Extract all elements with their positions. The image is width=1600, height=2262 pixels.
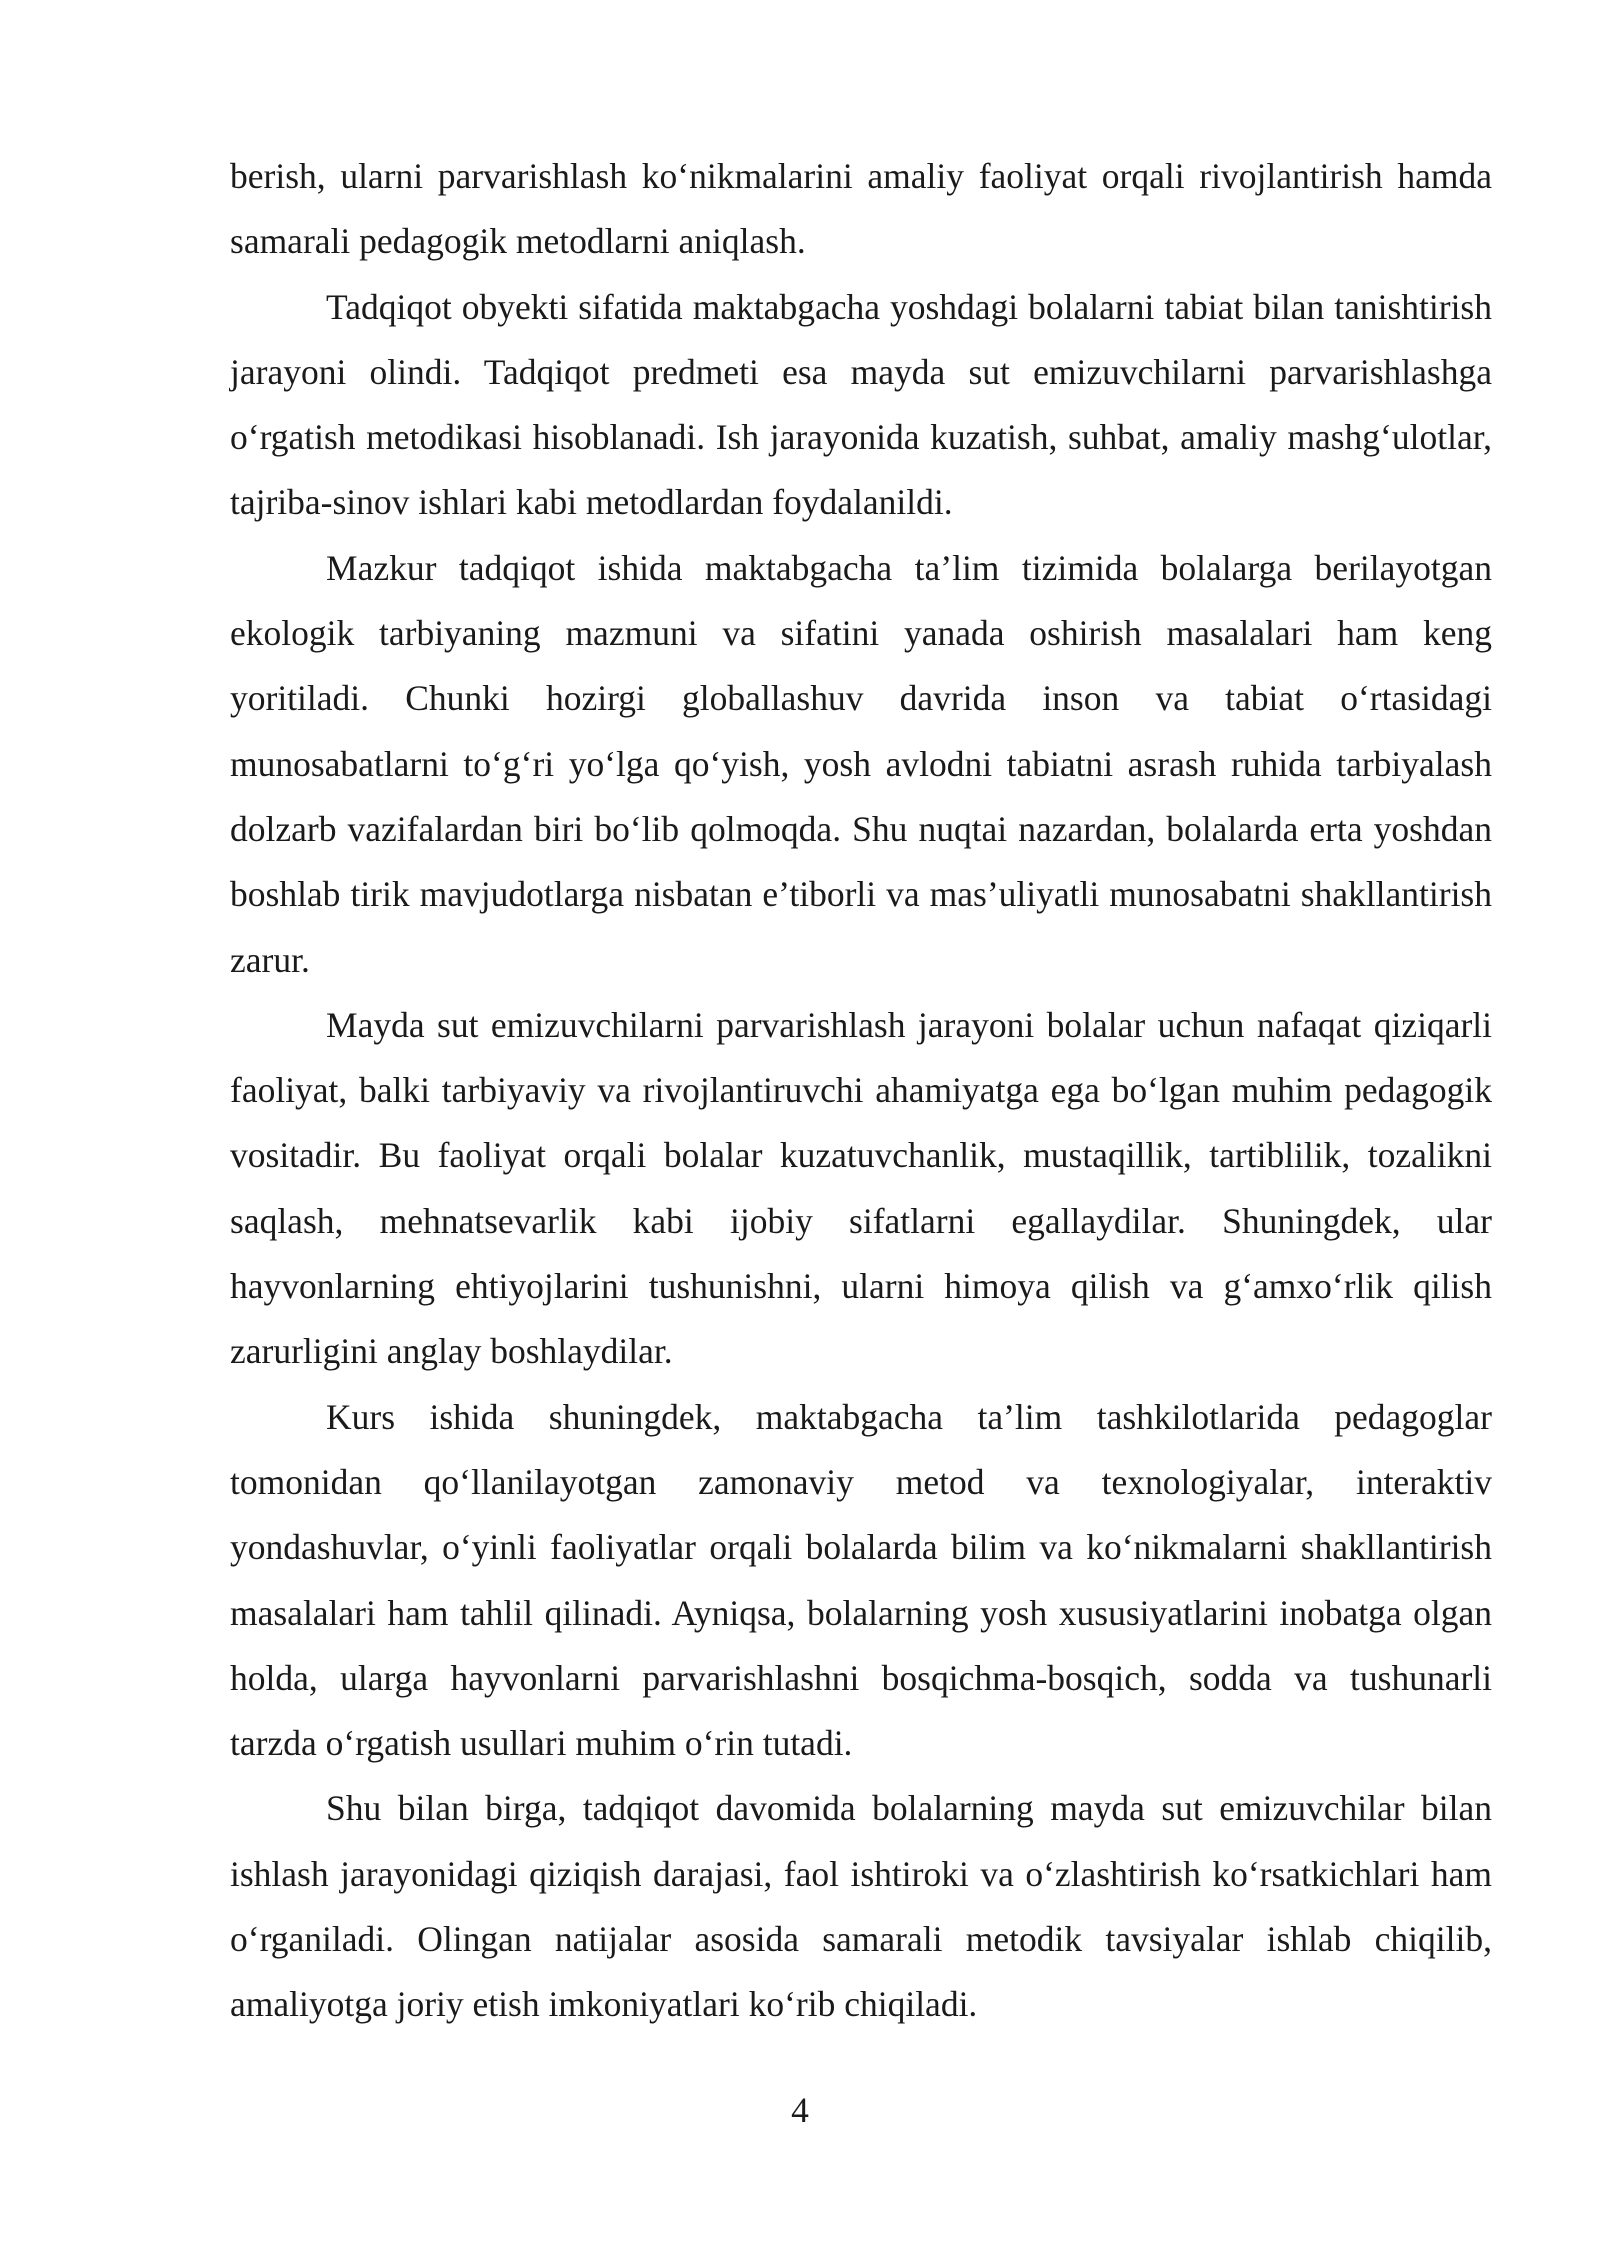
- paragraph-results: Shu bilan birga, tadqiqot davomida bolalarning mayda sut emizuvchilar bilan ishlash jarayonidagi qiziqish darajasi, faol ishtiroki va o‘zlashtirish ko‘rsatkichlari ham o‘rganiladi. Olingan natijalar asosida samarali metodik tavsiyalar ishlab chiqilib, amaliyotga joriy etish imkoniyatlari ko‘rib chiqiladi.: [230, 1788, 1492, 2025]
- paragraph-ecological-upbringing: Mazkur tadqiqot ishida maktabgacha ta’lim tizimida bolalarga berilayotgan ekologik tarbiyaning mazmuni va sifatini yanada oshirish masalalari ham keng yoritiladi. Chunki hozirgi globallashuv davrida inson va tabiat o‘rtasidagi munosabatlarni to‘g‘ri yo‘lga qo‘yish, yosh avlodni tabiatni asrash ruhida tarbiyalash dolzarb vazifalardan biri bo‘lib qolmoqda. Shu nuqtai nazardan, bolalarda erta yoshdan boshlab tirik mavjudotlarga nisbatan e’tiborli va mas’uliyatli munosabatni shakllantirish zarur.: [230, 547, 1492, 980]
- paragraph-care-process: Mayda sut emizuvchilarni parvarishlash jarayoni bolalar uchun nafaqat qiziqarli faoliyat, balki tarbiyaviy va rivojlantiruvchi ahamiyatga ega bo‘lgan muhim pedagogik vositadir. Bu faoliyat orqali bolalar kuzatuvchanlik, mustaqillik, tartiblilik, tozalikni saqlash, mehnatsevarlik kabi ijobiy sifatlarni egallaydilar. Shuningdek, ular hayvonlarning ehtiyojlarini tushunishni, ularni himoya qilish va g‘amxo‘rlik qilish zarurligini anglay boshlaydilar.: [230, 1004, 1492, 1372]
- body-text: [230, 144, 1492, 2038]
- paragraph-methods-analysis: Kurs ishida shuningdek, maktabgacha ta’lim tashkilotlarida pedagoglar tomonidan qo‘llanilayotgan zamonaviy metod va texnologiyalar, interaktiv yondashuvlar, o‘yinli faoliyatlar orqali bolalarda bilim va ko‘nikmalarni shakllantirish masalalari ham tahlil qilinadi. Ayniqsa, bolalarning yosh xususiyatlarini inobatga olgan holda, ularga hayvonlarni parvarishlashni bosqichma-bosqich, sodda va tushunarli tarzda o‘rgatish usullari muhim o‘rin tutadi.: [230, 1396, 1492, 1764]
- paragraph-continued: berish, ularni parvarishlash ko‘nikmalarini amaliy faoliyat orqali rivojlantirish hamda samarali pedagogik metodlarni aniqlash.: [230, 156, 1492, 262]
- paragraph-research-object: Tadqiqot obyekti sifatida maktabgacha yoshdagi bolalarni tabiat bilan tanishtirish jarayoni olindi. Tadqiqot predmeti esa mayda sut emizuvchilarni parvarishlashga o‘rgatish metodikasi hisoblanadi. Ish jarayonida kuzatish, suhbat, amaliy mashg‘ulotlar, tajriba-sinov ishlari kabi metodlardan foydalanildi.: [230, 286, 1492, 523]
- page-number: 4: [791, 2090, 809, 2130]
